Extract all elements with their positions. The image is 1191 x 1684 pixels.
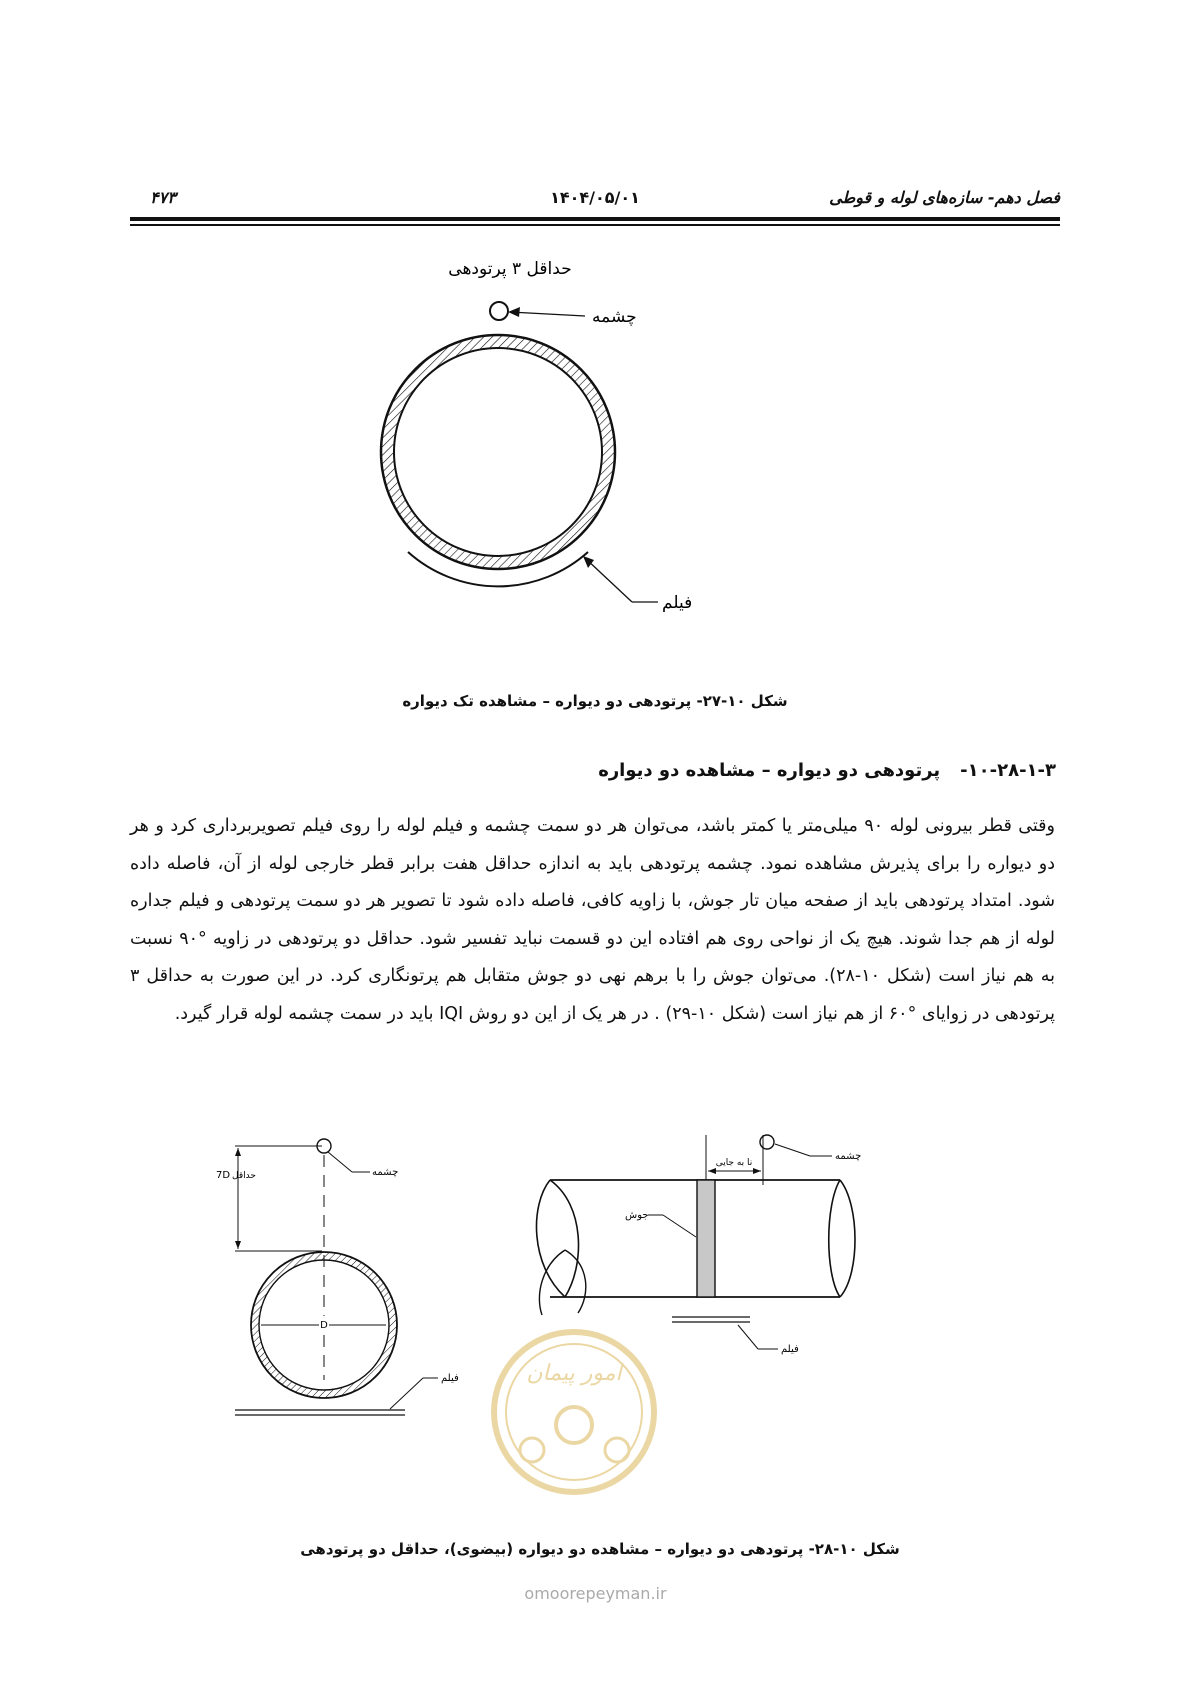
figure-28-caption: شکل ۱۰-۲۸- پرتودهی دو دیواره – مشاهده دو دیواره (بیضوی)، حداقل دو پرتودهی bbox=[300, 1540, 900, 1558]
fig28-right-film-label: فیلم bbox=[781, 1344, 799, 1355]
watermark-logo bbox=[487, 1325, 662, 1500]
header-date: ۱۴۰۴/۰۵/۰۱ bbox=[550, 188, 640, 207]
figure-27-diagram bbox=[380, 259, 800, 682]
fig27-source-leader bbox=[510, 312, 585, 316]
fig27-source-label: چشمه bbox=[592, 307, 637, 327]
fig28-left-source-label: چشمه bbox=[372, 1167, 399, 1178]
fig27-film-label: فیلم bbox=[662, 593, 693, 613]
excavator-icon bbox=[605, 1438, 629, 1462]
fig28-right-source bbox=[760, 1135, 774, 1149]
section-number: ۱۰-۲۸-۱-۳- bbox=[960, 760, 1056, 781]
fig27-source-circle bbox=[490, 302, 508, 320]
fig27-pipe-inner bbox=[394, 348, 602, 556]
fig27-top-label: حداقل ۳ پرتودهی bbox=[448, 259, 572, 279]
section-heading bbox=[598, 760, 1056, 781]
fig28-offset-label: نا به جایی bbox=[715, 1158, 753, 1168]
chapter-title: فصل دهم- سازه‌های لوله و قوطی bbox=[829, 188, 1060, 207]
fig27-pipe-outer bbox=[381, 335, 615, 569]
fig28-left-film-label: فیلم bbox=[441, 1373, 459, 1384]
header-rule-thick bbox=[130, 217, 1060, 221]
gear-icon bbox=[556, 1407, 592, 1443]
fig28-right-source-label: چشمه bbox=[835, 1151, 862, 1162]
section-title: پرتودهی دو دیواره – مشاهده دو دیواره bbox=[598, 760, 941, 781]
page-header bbox=[130, 188, 1060, 212]
page-number: ۴۷۳ bbox=[150, 188, 176, 207]
fig28-weld-label: جوش bbox=[625, 1210, 649, 1221]
fig28-distance-prefix: 7D bbox=[216, 1170, 231, 1181]
watermark-url: omoorepeyman.ir bbox=[524, 1584, 667, 1603]
fig28-diameter-label: D bbox=[320, 1320, 328, 1331]
fig27-source-arrow bbox=[508, 307, 520, 317]
fig28-weld-band bbox=[697, 1180, 715, 1297]
fig27-film-leader bbox=[585, 558, 632, 602]
watermark-logo-text: امور پیمان bbox=[526, 1361, 622, 1386]
fig28-distance-word: حداقل bbox=[232, 1171, 256, 1181]
body-paragraph: وقتی قطر بیرونی لوله ۹۰ میلی‌متر یا کمتر باشد، می‌توان هر دو سمت چشمه و فیلم لوله را روی فیلم تصویربرداری کرد و هر دو دیواره را برای پذیرش مشاهده نمود. چشمه پرتودهی باید به اندازه حداقل هفت برابر قطر خارجی لوله از آن، فاصله داده شود. امتداد پرتودهی باید از صفحه میان تار جوش، با زاویه کافی، فاصله داده شود تا تصویر هر دو سمت پرتودهی و فیلم جداره لوله از هم جدا شوند. هیچ یک از نواحی روی هم افتاده این دو قسمت نباید تفسیر شود. حداقل دو پرتودهی در زاویه °۹۰ نسبت به هم نیاز است (شکل ۱۰-۲۸). می‌توان جوش را با برهم نهی دو جوش متقابل هم پرتونگاری کرد. در این صورت به حداقل ۳ پرتودهی در زوایای °۶۰ از هم نیاز است (شکل ۱۰-۲۹) . در هر یک از این دو روش IQI باید در سمت چشمه لوله قرار گیرد. bbox=[130, 816, 1055, 1024]
header-rule-thin bbox=[130, 224, 1060, 226]
fig27-film-arrow bbox=[583, 556, 594, 568]
scales-icon bbox=[520, 1438, 544, 1462]
figure-27-caption: شکل ۱۰-۲۷- پرتودهی دو دیواره – مشاهده تک دیواره bbox=[402, 692, 788, 710]
